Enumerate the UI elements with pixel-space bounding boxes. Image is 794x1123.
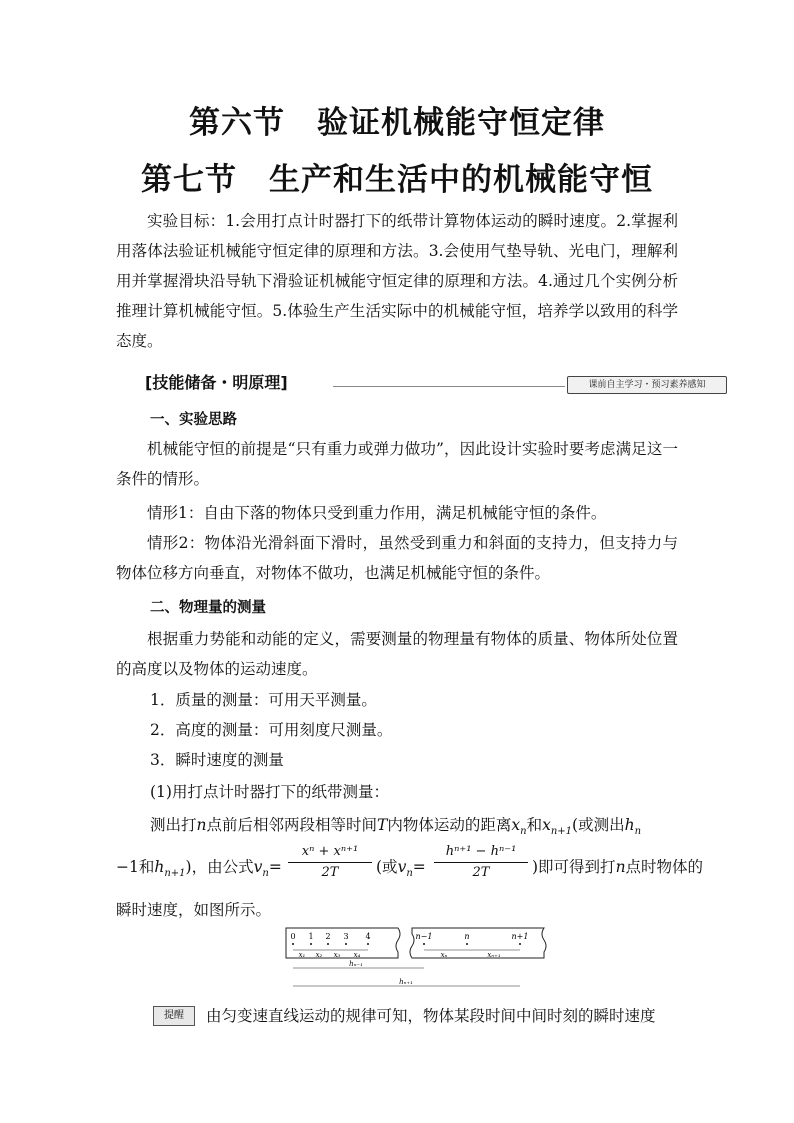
measure-n: n (196, 816, 207, 834)
dot-n (466, 943, 468, 945)
tip-icon: 提醒 (153, 1006, 195, 1026)
section-header (145, 372, 727, 394)
tip-text: 由匀变速直线运动的规律可知，物体某段时间中间时刻的瞬时速度 (206, 1007, 656, 1025)
case2-text: 情形2：物体沿光滑斜面下滑时，虽然受到重力和斜面的支持力，但支持力与物体位移方向垂直，对物体不做功，也满足机械能守恒的条件。 (116, 534, 678, 582)
measure-h-sub: n (634, 826, 642, 838)
measure-text-c: 内物体运动的距离 (387, 816, 512, 834)
formula-v: v (253, 858, 263, 876)
tick-n-minus-1: n−1 (415, 932, 433, 941)
dot-n-minus-1 (423, 943, 425, 945)
formula-part-b (376, 855, 426, 879)
measure-text-b: 点前后相邻两段相等时间 (206, 816, 378, 834)
part1-text: 机械能守恒的前提是“只有重力或弹力做功”，因此设计实验时要考虑满足这一条件的情形。 (116, 440, 678, 488)
dot-n-plus-1 (519, 943, 521, 945)
h-long-label: hₙ₊₁ (399, 978, 413, 986)
heading-experiment-idea: 一、实验思路 (150, 412, 237, 428)
seg-x3: x₃ (333, 951, 341, 959)
formula-row (116, 843, 704, 889)
formula-part-a (116, 855, 282, 879)
section-tag: 课前自主学习・预习素养感知 (567, 376, 727, 394)
formula-mid: )，由公式 (185, 858, 254, 876)
section-divider (333, 386, 565, 387)
formula-eq2: = (412, 858, 426, 876)
formula-h2-sub: n+1 (164, 868, 186, 880)
measure-T: T (377, 816, 388, 834)
formula-v2: v (397, 858, 407, 876)
measure-h: h (624, 816, 635, 834)
dot-2 (327, 943, 329, 945)
formula-h2: h (154, 858, 165, 876)
fraction-x-numerator: xⁿ + xⁿ⁺¹ (301, 844, 359, 859)
seg-xn: xₙ (440, 951, 448, 959)
fraction-h-denominator: 2T (472, 865, 490, 880)
fraction-x-denominator: 2T (321, 865, 339, 880)
measure-text-a: 测出打 (150, 816, 197, 834)
part2-text: 根据重力势能和动能的定义，需要测量的物理量有物体的质量、物体所处位置的高度以及物体的运动速度。 (116, 630, 678, 678)
measure-x2: x (542, 816, 551, 834)
page-title-1: 第六节 验证机械能守恒定律 (189, 105, 605, 141)
measure-x1: x (511, 816, 521, 834)
tick-n-plus-1: n+1 (511, 932, 529, 941)
seg-x1: x₁ (298, 951, 306, 959)
sub-item-tape: (1)用打点计时器打下的纸带测量： (150, 783, 389, 801)
item-mass: 1．质量的测量：可用天平测量。 (150, 691, 377, 709)
tick-1: 1 (308, 932, 314, 941)
measure-x2-sub: n+1 (550, 826, 573, 838)
fraction-x-bar (288, 862, 372, 863)
fraction-h-numerator: hⁿ⁺¹ − hⁿ⁻¹ (445, 844, 517, 859)
formula-pre: −1和 (116, 858, 155, 876)
measure-text-d: (或测出 (572, 816, 625, 834)
section-title: [技能储备・明原理] (145, 373, 288, 392)
formula-end: 点时物体的 (625, 858, 704, 876)
item-velocity: 3．瞬时速度的测量 (150, 751, 284, 769)
dot-0 (292, 943, 294, 945)
h-short-label: hₙ₋₁ (349, 960, 363, 968)
case1-text: 情形1：自由下落的物体只受到重力作用，满足机械能守恒的条件。 (147, 504, 607, 522)
fraction-h-bar (434, 862, 528, 863)
tick-2: 2 (325, 932, 331, 941)
dot-3 (345, 943, 347, 945)
heading-measurement: 二、物理量的测量 (150, 600, 266, 616)
tick-3: 3 (343, 932, 349, 941)
formula-v2-sub: n (406, 868, 413, 880)
dot-1 (310, 943, 312, 945)
formula-or: (或 (376, 858, 398, 876)
fraction-x (288, 843, 372, 882)
seg-xn1: xₙ₊₁ (487, 951, 501, 959)
tick-4: 4 (365, 932, 371, 941)
seg-x4: x₄ (353, 951, 361, 959)
seg-x2: x₂ (315, 951, 323, 959)
formula-eq: = (268, 858, 282, 876)
tick-n: n (464, 932, 470, 941)
fraction-h (434, 843, 528, 882)
dot-4 (367, 943, 369, 945)
tape-figure (284, 924, 548, 994)
figure-intro-line: 瞬时速度，如图所示。 (116, 901, 272, 919)
measure-and: 和 (526, 816, 543, 834)
item-height: 2．高度的测量：可用刻度尺测量。 (150, 721, 393, 739)
formula-part-c (532, 855, 703, 877)
tick-0: 0 (290, 932, 296, 941)
formula-tail: )即可得到打 (532, 858, 616, 876)
measure-line (150, 815, 641, 842)
formula-v-sub: n (262, 868, 269, 880)
formula-n: n (615, 858, 626, 876)
page-title-2: 第七节 生产和生活中的机械能守恒 (141, 162, 653, 198)
goals-paragraph: 实验目标：1.会用打点计时器打下的纸带计算物体运动的瞬时速度。2.掌握利用落体法验证机械能守恒定律的原理和方法。3.会使用气垫导轨、光电门，理解利用并掌握滑块沿导轨下滑验证机械能守恒定律的原理和方法。4.通过几个实例分析推理计算机械能守恒。5.体验生产生活实际中的机械能守恒，培养学以致用的科学态度。 (116, 212, 678, 350)
measure-x1-sub: n (520, 826, 527, 838)
